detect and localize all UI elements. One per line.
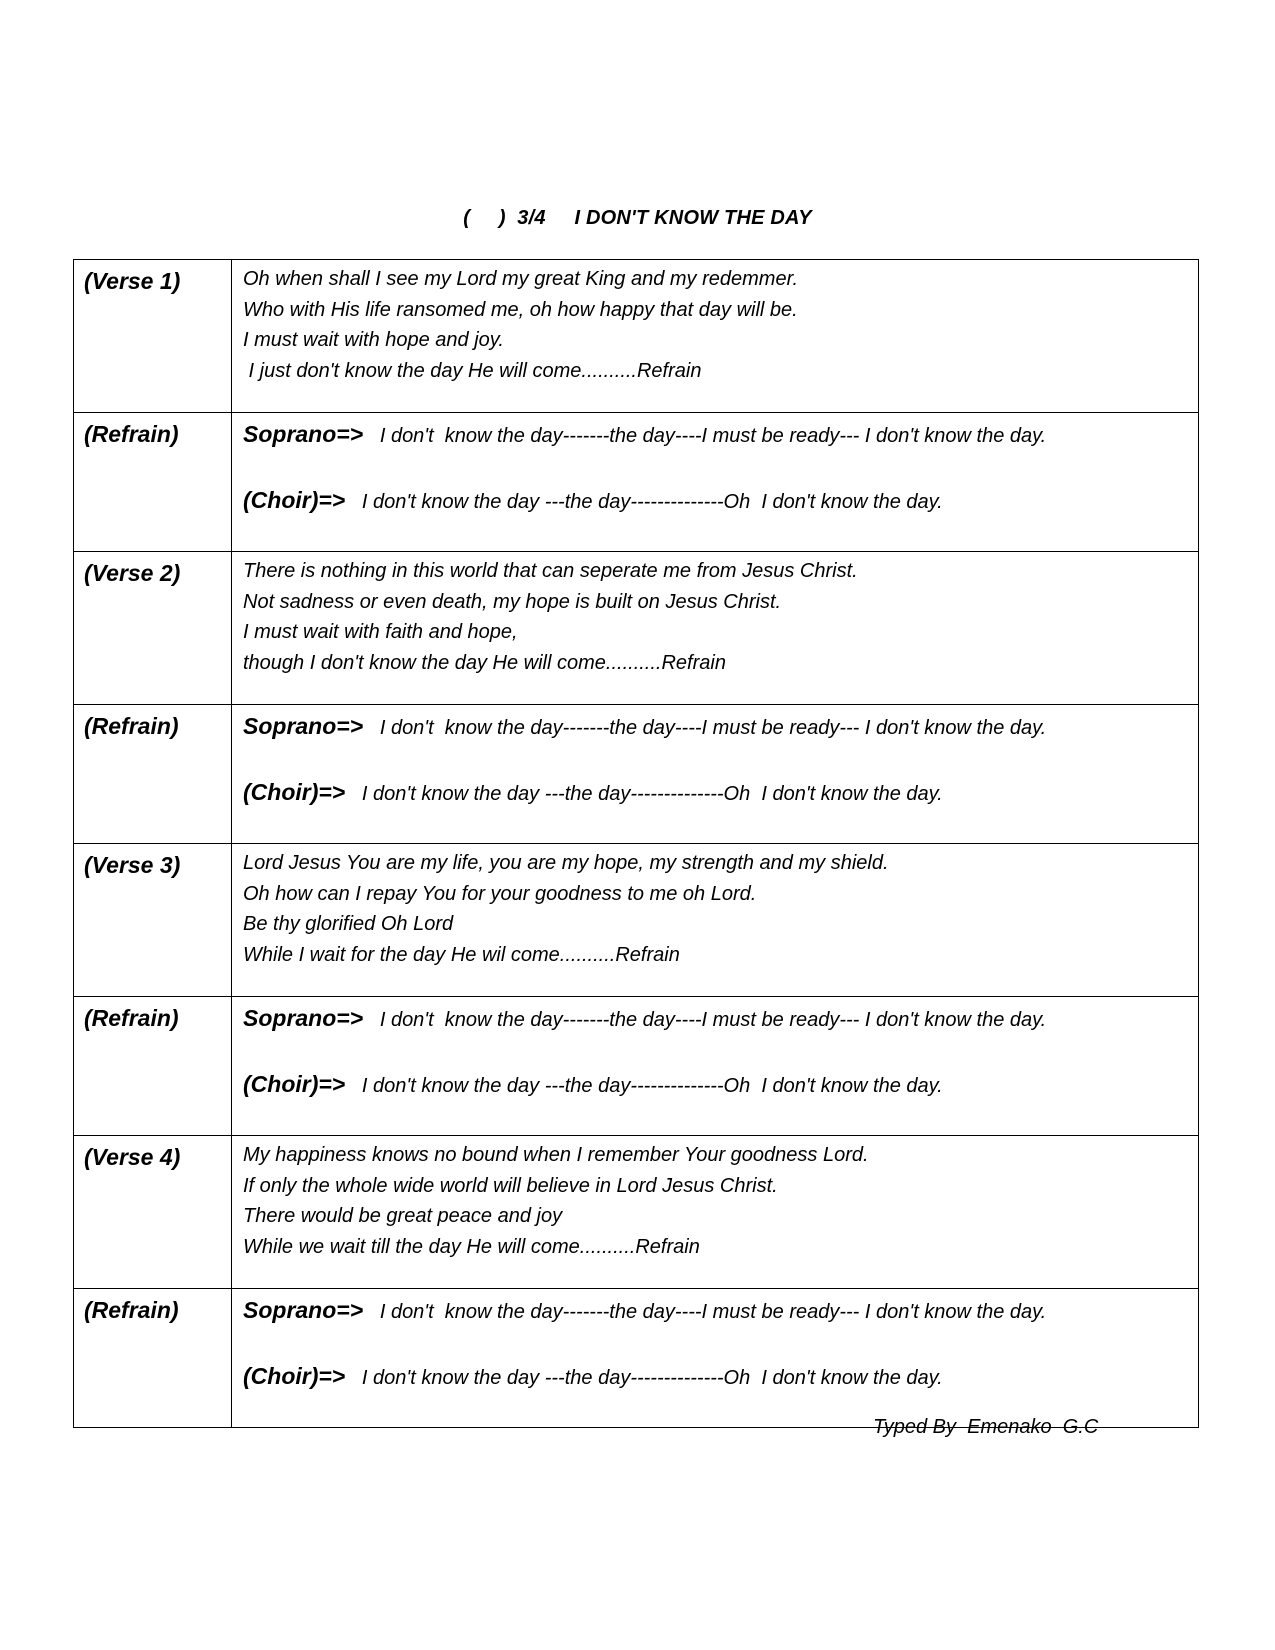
verse-line: While I wait for the day He wil come..........Refrain	[243, 943, 680, 966]
verse-2-row	[74, 552, 1199, 705]
soprano-text: I don't know the day-------the day----I must be ready--- I don't know the day.	[363, 1009, 1047, 1031]
soprano-label: Soprano=>	[243, 1005, 364, 1031]
verse-line: Not sadness or even death, my hope is built on Jesus Christ.	[243, 590, 782, 613]
soprano-text: I don't know the day-------the day----I must be ready--- I don't know the day.	[363, 425, 1047, 447]
refrain-text	[232, 413, 1199, 552]
verse-4-row	[74, 1136, 1199, 1289]
refrain-row	[74, 413, 1199, 552]
soprano-label: Soprano=>	[243, 1297, 364, 1323]
verse-line: Lord Jesus You are my life, you are my hope, my strength and my shield.	[243, 852, 889, 874]
verse-3-row	[74, 844, 1199, 997]
choir-label: (Choir)=>	[243, 487, 346, 513]
soprano-text: I don't know the day-------the day----I must be ready--- I don't know the day.	[363, 717, 1047, 739]
verse-line: There would be great peace and joy	[243, 1205, 563, 1227]
verse-line: Who with His life ransomed me, oh how happy that day will be.	[243, 298, 798, 321]
verse-1-text	[232, 260, 1199, 413]
refrain-label: (Refrain)	[84, 1297, 179, 1323]
verse-line: Oh when shall I see my Lord my great King and my redemmer.	[243, 268, 799, 290]
verse-3-text	[232, 844, 1199, 997]
choir-line	[243, 777, 1188, 809]
soprano-text: I don't know the day-------the day----I must be ready--- I don't know the day.	[363, 1301, 1047, 1323]
choir-line	[243, 1069, 1188, 1101]
soprano-line	[243, 1003, 1188, 1035]
verse-1-row	[74, 260, 1199, 413]
choir-line	[243, 485, 1188, 517]
soprano-line	[243, 1295, 1188, 1327]
verse-line: I just don't know the day He will come..........Refrain	[243, 359, 702, 382]
soprano-line	[243, 711, 1188, 743]
section-label-cell	[74, 705, 232, 844]
section-label-cell	[74, 844, 232, 997]
choir-text: I don't know the day ---the day--------------Oh I don't know the day.	[345, 491, 943, 513]
choir-line	[243, 1361, 1188, 1393]
section-label-cell	[74, 997, 232, 1136]
verse-line: While we wait till the day He will come..........Refrain	[243, 1235, 700, 1258]
refrain-label: (Refrain)	[84, 421, 179, 447]
choir-label: (Choir)=>	[243, 1363, 346, 1389]
verse-4-text	[232, 1136, 1199, 1289]
verse-2-label: (Verse 2)	[84, 560, 181, 586]
refrain-row	[74, 997, 1199, 1136]
refrain-text	[232, 997, 1199, 1136]
verse-1-label: (Verse 1)	[84, 268, 181, 294]
section-label-cell	[74, 1289, 232, 1428]
verse-line: There is nothing in this world that can seperate me from Jesus Christ.	[243, 560, 858, 582]
refrain-text	[232, 1289, 1199, 1428]
section-label-cell	[74, 413, 232, 552]
soprano-label: Soprano=>	[243, 713, 364, 739]
refrain-label: (Refrain)	[84, 713, 179, 739]
section-label-cell	[74, 552, 232, 705]
verse-line: Be thy glorified Oh Lord	[243, 913, 454, 935]
song-title: ( ) 3/4 I DON'T KNOW THE DAY	[463, 207, 812, 229]
verse-line: I must wait with faith and hope,	[243, 621, 518, 643]
refrain-text	[232, 705, 1199, 844]
verse-line: Oh how can I repay You for your goodness to me oh Lord.	[243, 882, 757, 905]
choir-label: (Choir)=>	[243, 779, 346, 805]
choir-label: (Choir)=>	[243, 1071, 346, 1097]
typed-by-credit: Typed By Emenako G.C	[873, 1416, 1099, 1438]
soprano-line	[243, 419, 1188, 451]
verse-line: though I don't know the day He will come..........Refrain	[243, 651, 726, 674]
refrain-row	[74, 705, 1199, 844]
verse-2-text	[232, 552, 1199, 705]
section-label-cell	[74, 260, 232, 413]
choir-text: I don't know the day ---the day--------------Oh I don't know the day.	[345, 1075, 943, 1097]
verse-line: My happiness knows no bound when I remember Your goodness Lord.	[243, 1144, 869, 1166]
verse-3-label: (Verse 3)	[84, 852, 181, 878]
verse-line: I must wait with hope and joy.	[243, 329, 504, 351]
refrain-row	[74, 1289, 1199, 1428]
refrain-label: (Refrain)	[84, 1005, 179, 1031]
soprano-label: Soprano=>	[243, 421, 364, 447]
section-label-cell	[74, 1136, 232, 1289]
choir-text: I don't know the day ---the day--------------Oh I don't know the day.	[345, 783, 943, 805]
verse-line: If only the whole wide world will believe in Lord Jesus Christ.	[243, 1174, 778, 1197]
choir-text: I don't know the day ---the day--------------Oh I don't know the day.	[345, 1367, 943, 1389]
lyrics-table	[73, 259, 1199, 1428]
verse-4-label: (Verse 4)	[84, 1144, 181, 1170]
